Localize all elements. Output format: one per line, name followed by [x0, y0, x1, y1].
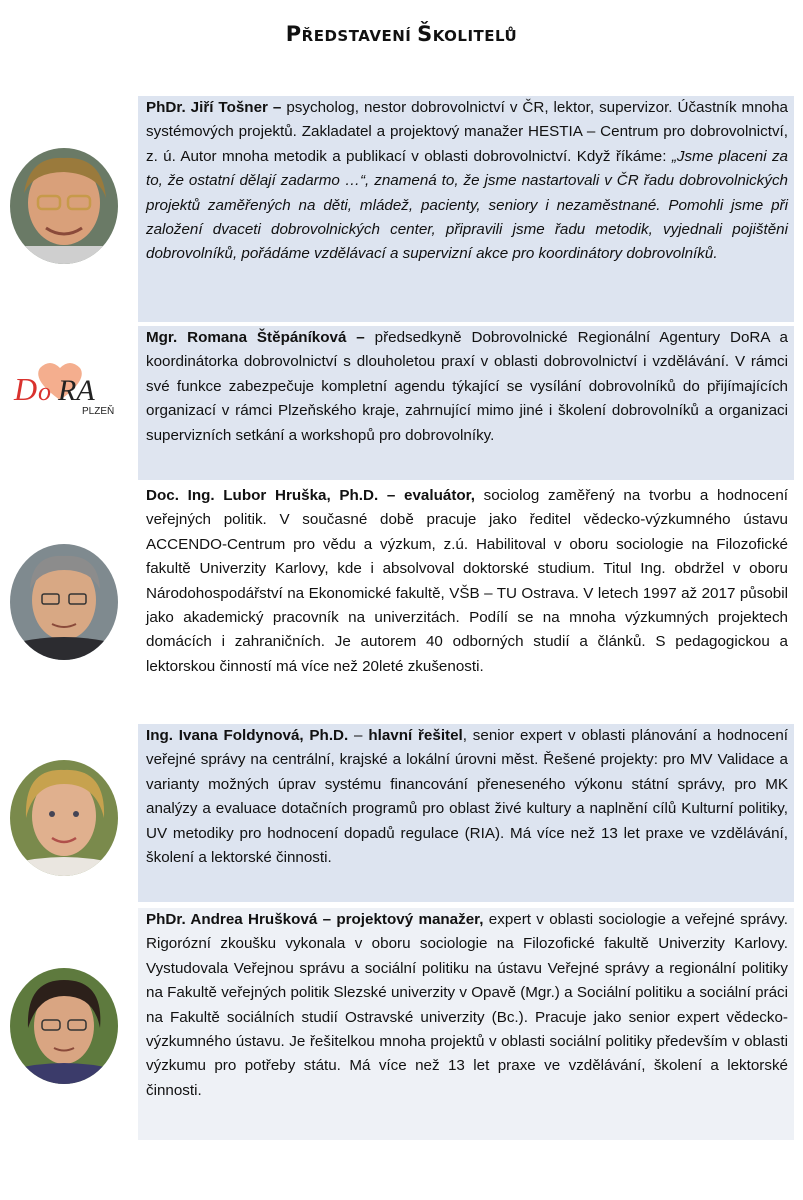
- logo-subtitle: PLZEŇ: [82, 406, 115, 417]
- bio-jiri-tosner: PhDr. Jiří Tošner – psycholog, nestor dobrovolnictví v ČR, lektor, supervizor. Účastník mnoha systémových projektů. Zakladatel a projektový manažer HESTIA – Centrum pro dobrovolnictví, z. ú. Autor mnoha metodik a publikací v oblasti dobrovolnictví. Když říkáme: „Jsme placeni za to, že ostatní dělají zadarmo …“, znamená to, že jsme nastartovali v ČR řadu dobrovolnických projektů zaměřených na děti, mládež, pacienty, seniory i nezaměstnané. Pomohli jsme při založení dvaceti dobrovolnických center, připravili jsme řadu metodik, vyjednali pojištěni dobrovolníků, pořádáme vzdělávací a supervizní akce pro koordinátory dobrovolníků.: [138, 96, 794, 322]
- page-title: PŘEDSTAVENÍ ŠKOLITELŮ: [285, 22, 518, 46]
- logo-letters-ra: RA: [58, 374, 95, 407]
- logo-letter-d: D: [14, 371, 38, 407]
- logo-letter-o: o: [38, 377, 51, 406]
- portrait-jiri-tosner: [10, 148, 118, 264]
- bio-lubor-hruska: Doc. Ing. Lubor Hruška, Ph.D. – evaluátor, sociolog zaměřený na tvorbu a hodnocení veřejných politik. V současné době pracuje jako ředitel vědecko-výzkumného ústavu ACCENDO-Centrum pro vědu a výzkum, z.ú. Habilitoval v oboru sociologie na Filozofické fakultě Univerzity Karlovy, kde i absolvoval doktorské studium. Titul Ing. obdržel v oboru Národohospodářství na Ekonomické fakultě, VŠB – TU Ostrava. V letech 1997 až 2017 působil jako akademický pracovník na univerzitách. Podílí se na mnoha výzkumných projektech domácích i zahraničních. Je autorem 40 odborných studií a článků. S pedagogickou a lektorskou činností má více než 20leté zkušenosti.: [138, 484, 794, 718]
- bio-romana-stepanikova: Mgr. Romana Štěpáníková – předsedkyně Dobrovolnické Regionální Agentury DoRA a koordinátorka dobrovolnictví s dlouholetou praxí v oblasti dobrovolnictví i vzdělávání. V rámci své funkce zabezpečuje kompletní agendu týkající se vysílání dobrovolníků do přijímajících organizací v rámci Plzeňského kraje, zahrnující mimo jiné i školení dobrovolníků a organizaci supervizních setkání a workshopů pro dobrovolníky.: [138, 326, 794, 480]
- bio-ivana-foldynova: Ing. Ivana Foldynová, Ph.D. – hlavní řešitel, senior expert v oblasti plánování a hodnocení veřejné správy na centrální, krajské a lokální úrovni měst. Řešené projekty: pro MV Validace a varianty možných úprav systému financování přeneseného výkonu státní správy, pro MK analýzy a evaluace dotačních programů pro oblast živé kultury a naplnění cílů Kulturní politiky, UV metodiky pro hodnocení dopadů regulace (RIA). Má více než 13 let praxe ve vzdělávání, školení a lektorské činnosti.: [138, 724, 794, 902]
- portrait-lubor-hruska: [10, 544, 118, 660]
- portrait-ivana-foldynova: [10, 760, 118, 876]
- portrait-andrea-hruskova: [10, 968, 118, 1084]
- dora-plzen-logo: [12, 360, 122, 430]
- bio-andrea-hruskova: PhDr. Andrea Hrušková – projektový manažer, expert v oblasti sociologie a veřejné správy. Rigorózní zkoušku vykonala v oboru sociologie na Filozofické fakultě Univerzity Karlovy. Vystudovala Veřejnou správu a sociální politiku na ústavu Veřejné správy a regionální politiky na Fakultě veřejných politik Slezské univerzity v Opavě (Mgr.) a Sociální politiku a sociální práci na Fakultě sociálních studií Ostravské univerzity (Bc.). Pracuje jako senior expert vědecko-výzkumného ústavu. Je řešitelkou mnoha projektů v oblasti sociální politiky především v oblasti výzkumu pro potřeby státu. Má více než 13 let praxe ve vzdělávání, školení a lektorské činnosti.: [138, 908, 794, 1140]
